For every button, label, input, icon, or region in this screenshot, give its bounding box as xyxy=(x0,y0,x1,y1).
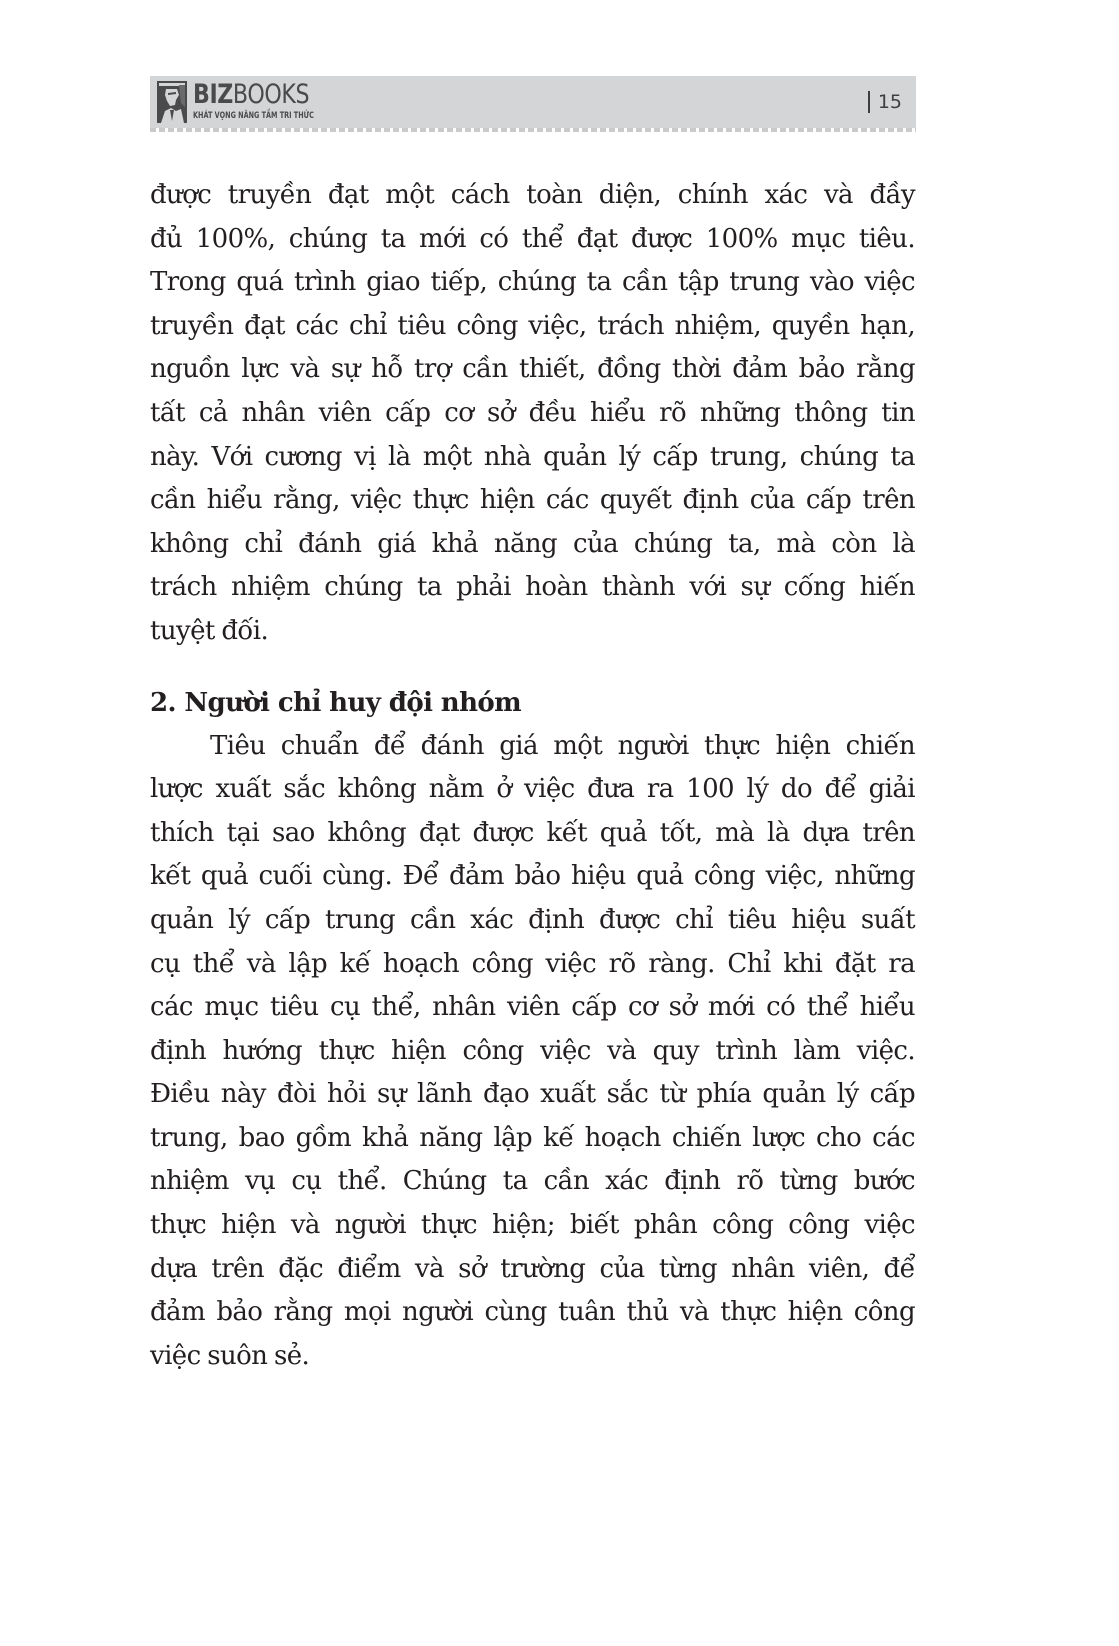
text-line: truyền đạt các chỉ tiêu công việc, trách nhiệm, quyền hạn, xyxy=(150,310,915,341)
text-line: các mục tiêu cụ thể, nhân viên cấp cơ sở mới có thể hiểu xyxy=(150,992,915,1023)
text-line: thích tại sao không đạt được kết quả tốt, mà là dựa trên xyxy=(150,817,915,848)
text-line: không chỉ đánh giá khả năng của chúng ta, mà còn là xyxy=(150,528,915,559)
page-number-divider xyxy=(868,91,870,113)
reader-silhouette-icon xyxy=(157,81,187,123)
text-line: nhiệm vụ cụ thể. Chúng ta cần xác định rõ từng bước xyxy=(150,1166,915,1197)
text-line: Trong quá trình giao tiếp, chúng ta cần tập trung vào việc xyxy=(150,267,915,298)
text-line: trung, bao gồm khả năng lập kế hoạch chiến lược cho các xyxy=(150,1122,915,1153)
text-line: thực hiện và người thực hiện; biết phân công công việc xyxy=(150,1210,915,1241)
text-line: đủ 100%, chúng ta mới có thể đạt được 100% mục tiêu. xyxy=(150,223,915,254)
text-line: cụ thể và lập kế hoạch công việc rõ ràng. Chỉ khi đặt ra xyxy=(150,948,915,979)
paragraph-2 xyxy=(150,725,915,1379)
page-number xyxy=(868,91,902,113)
text-line: được truyền đạt một cách toàn diện, chính xác và đầy xyxy=(150,180,915,210)
page-number-value: 15 xyxy=(877,91,902,113)
section-heading: 2. Người chỉ huy đội nhóm xyxy=(150,687,522,718)
text-line: đảm bảo rằng mọi người cùng tuân thủ và thực hiện công xyxy=(150,1297,915,1328)
text-line: tất cả nhân viên cấp cơ sở đều hiểu rõ những thông tin xyxy=(150,397,915,428)
header-dashed-rule xyxy=(150,128,916,132)
text-line: tuyệt đối. xyxy=(150,615,269,646)
text-line: trách nhiệm chúng ta phải hoàn thành với sự cống hiến xyxy=(150,572,915,603)
text-line: Điều này đòi hỏi sự lãnh đạo xuất sắc từ phía quản lý cấp xyxy=(150,1079,915,1110)
page-body xyxy=(150,174,915,1378)
text-line: nguồn lực và sự hỗ trợ cần thiết, đồng thời đảm bảo rằng xyxy=(150,354,915,385)
running-header xyxy=(150,76,916,128)
text-line: quản lý cấp trung cần xác định được chỉ tiêu hiệu suất xyxy=(150,904,915,935)
paragraph-1 xyxy=(150,174,915,654)
brand-tagline: KHÁT VỌNG NÂNG TẦM TRI THỨC xyxy=(193,111,314,121)
text-line: lược xuất sắc không nằm ở việc đưa ra 100 lý do để giải xyxy=(150,774,915,805)
brand-name: BIZBOOKS xyxy=(193,79,310,110)
text-line: việc suôn sẻ. xyxy=(150,1340,310,1371)
publisher-logo xyxy=(157,81,361,125)
text-line: dựa trên đặc điểm và sở trường của từng nhân viên, để xyxy=(150,1253,915,1284)
text-line: này. Với cương vị là một nhà quản lý cấp trung, chúng ta xyxy=(150,441,915,472)
text-line: kết quả cuối cùng. Để đảm bảo hiệu quả công việc, những xyxy=(150,861,915,892)
text-line: định hướng thực hiện công việc và quy trình làm việc. xyxy=(150,1035,915,1066)
text-line: Tiêu chuẩn để đánh giá một người thực hiện chiến xyxy=(210,730,915,761)
text-line: cần hiểu rằng, việc thực hiện các quyết định của cấp trên xyxy=(150,485,915,516)
